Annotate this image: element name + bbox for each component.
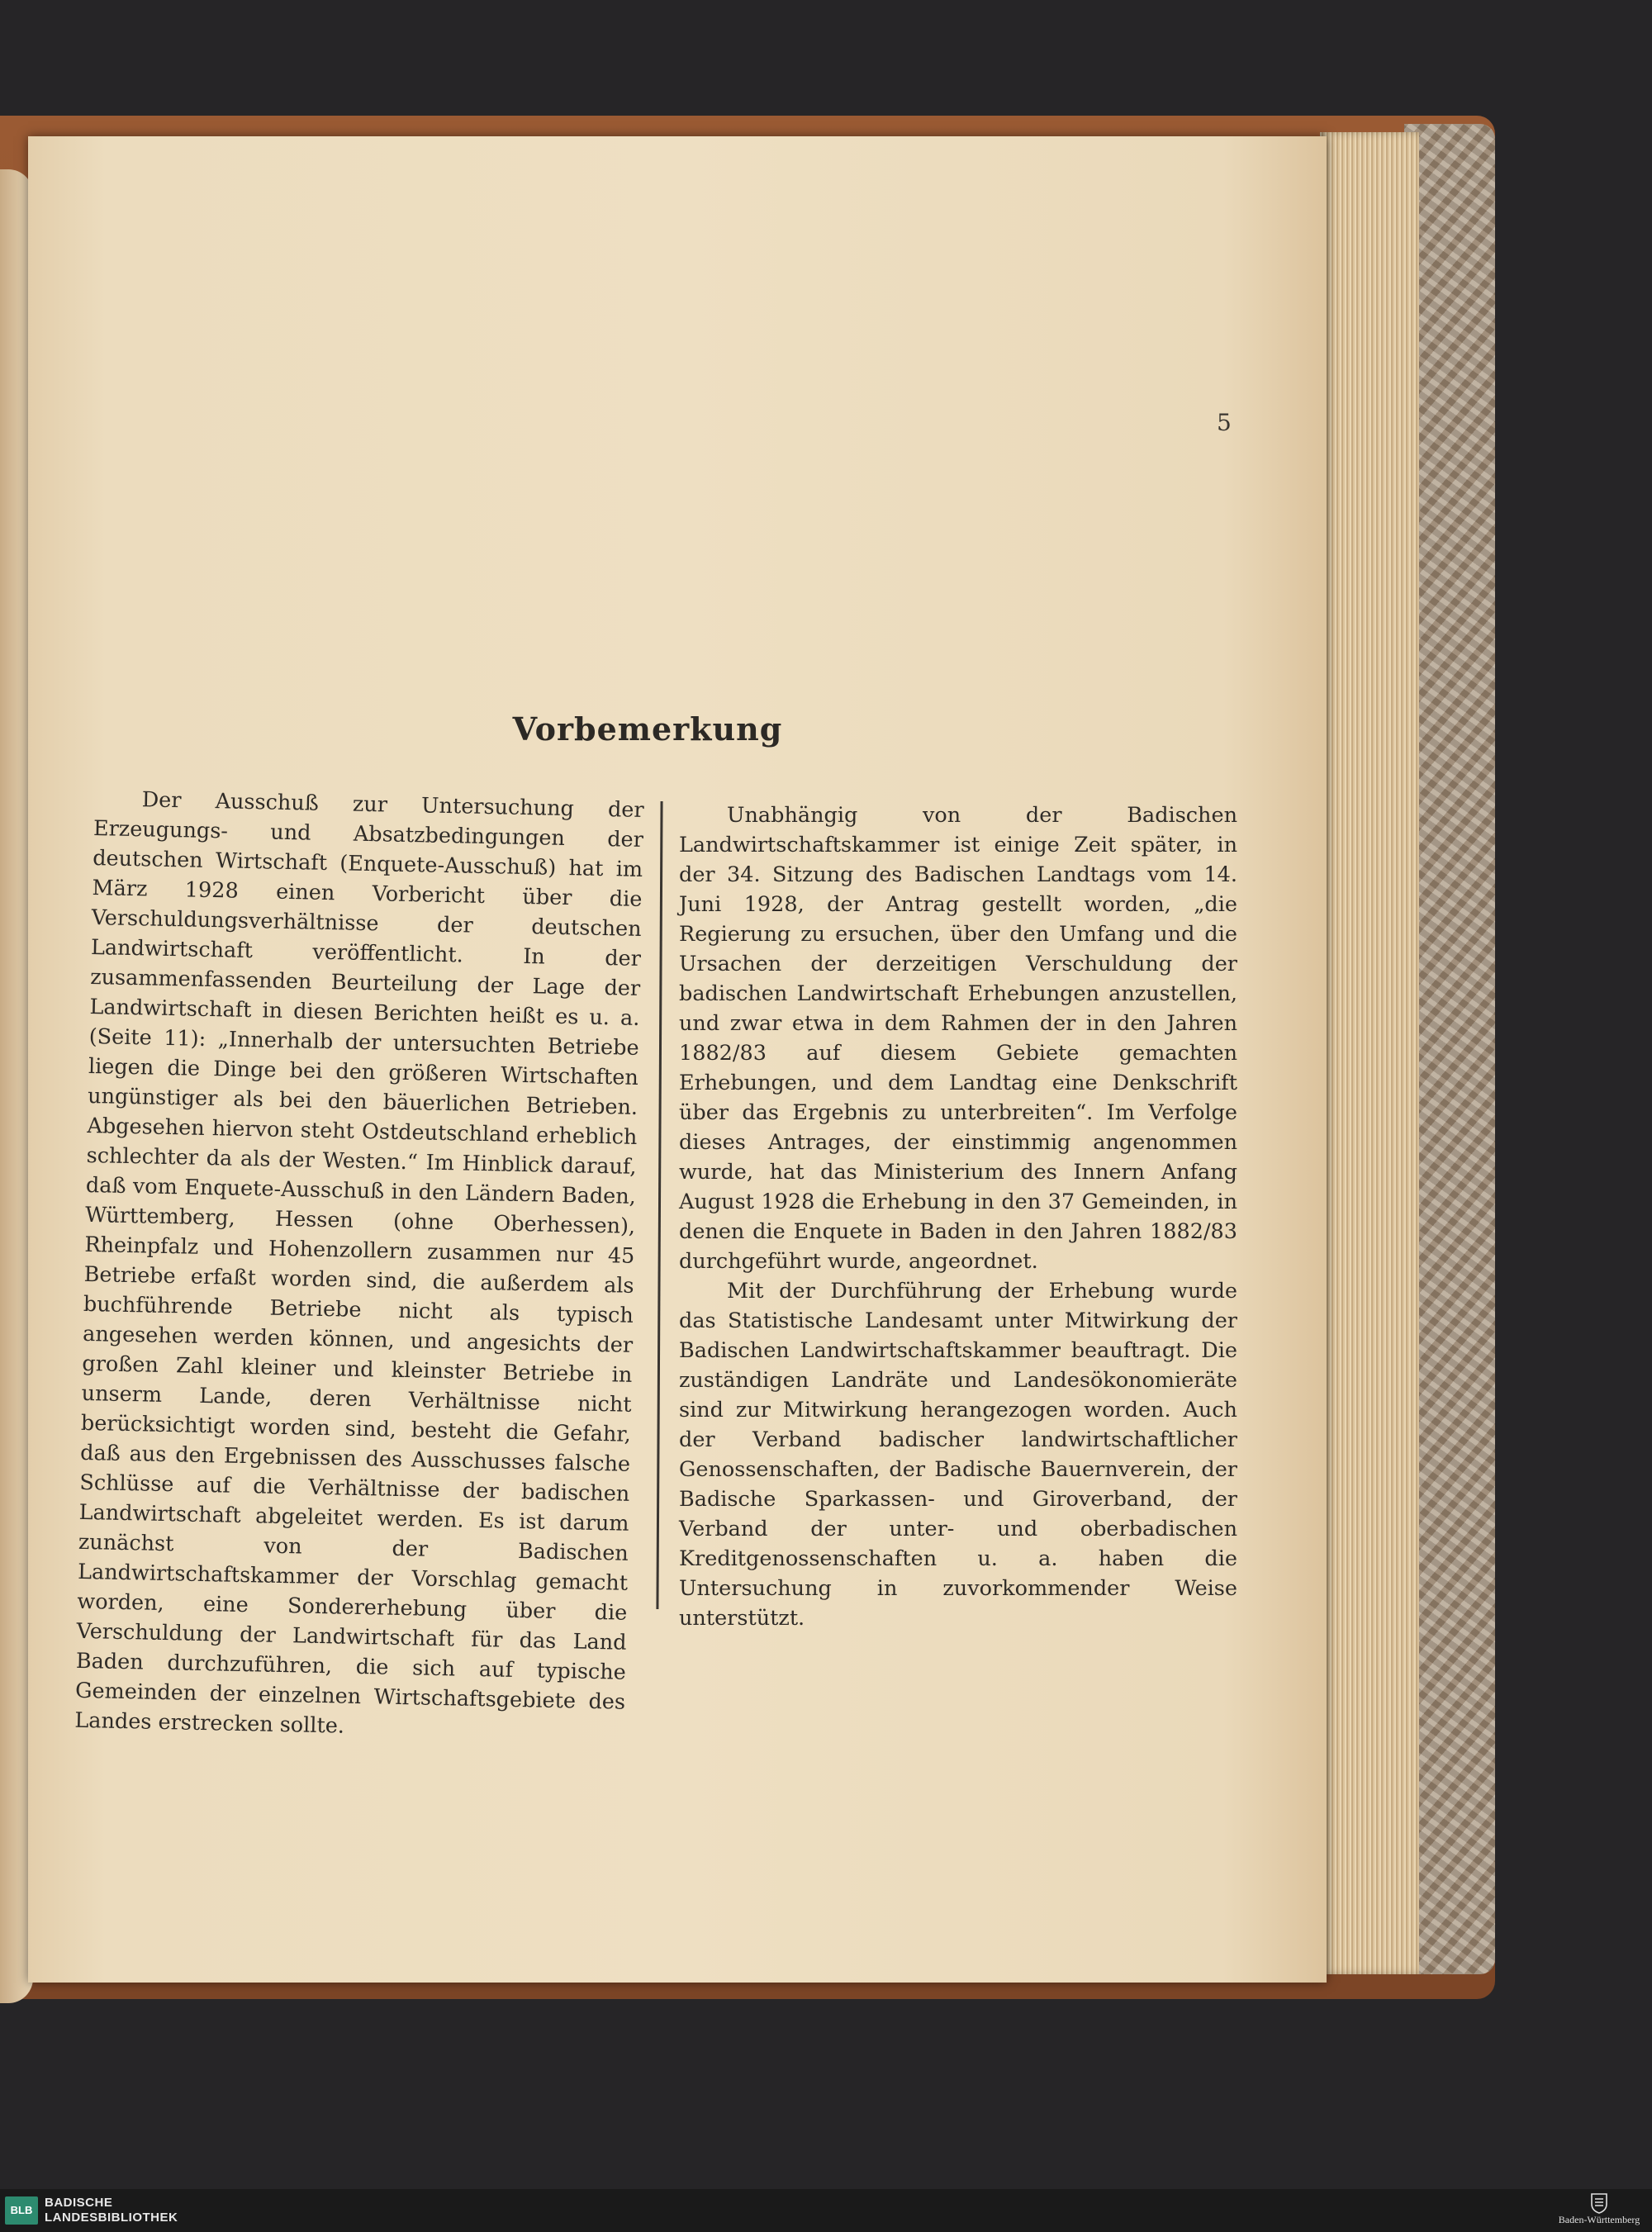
page-number: 5 <box>1217 409 1232 436</box>
page-heading: Vorbemerkung <box>512 710 783 748</box>
state-name: Baden-Württemberg <box>1558 2214 1640 2225</box>
book-page <box>28 136 1327 1983</box>
page-block-edge <box>1320 132 1419 1974</box>
right-paragraph-2: Mit der Durchführung der Erhebung wurde das Statistische Landesamt unter Mitwirkung der Badischen Landwirtschaftskammer beauftragt. Die zuständigen Landräte und Landesökonomieräte sind zur Mitwirkung herangezogen worden. Auch der Verband badischer landwirtschaftlicher Genossenschaften, der Badische Bauernverein, der Badische Sparkassen- und Giroverband, der Verband der unter- und oberbadischen Kreditgenossenschaften u. a. haben die Untersuchung in zuvorkommender Weise unterstützt. <box>679 1279 1237 1631</box>
left-paragraph-1: Der Ausschuß zur Untersuchung der Erzeugungs- und Absatzbedingungen der deutschen Wirtschaft (Enquete-Ausschuß) hat im März 1928 einen Vorbericht über die Verschuldungsverhältnisse der deutschen Landwirtschaft veröffentlicht. In der zusammenfassenden Beurteilung der Lage der Landwirtschaft in diesen Berichten heißt es u. a. (Seite 11): „Innerhalb der untersuchten Betriebe liegen die Dinge bei den größeren Wirtschaften ungünstiger als bei den bäuerlichen Betrieben. Abgesehen hiervon steht Ostdeutschland erheblich schlechter da als der Westen.“ Im Hinblick darauf, daß vom Enquete-Ausschuß in den Ländern Baden, Württemberg, Hessen (ohne Oberhessen), Rheinpfalz und Hohenzollern zusammen nur 45 Betriebe erfaßt worden sind, die außerdem als buchführende Betriebe nicht als typisch angesehen werden können, und angesichts der großen Zahl kleiner und kleinster Betriebe in unserm Lande, deren Verhältnisse nicht berücksichtigt worden sind, besteht die Gefahr, daß aus den Ergebnissen des Ausschusses falsche Schlüsse auf die Verhältnisse der badischen Landwirtschaft abgeleitet werden. Es ist darum zunächst von der Badischen Landwirtschaftskammer der Vorschlag gemacht worden, eine Sondererhebung über die Verschuldung der Landwirtschaft für das Land Baden durchzuführen, die sich auf typische Gemeinden der einzelnen Wirtschaftsgebiete des Landes erstrecken sollte. <box>74 787 644 1739</box>
crest-icon <box>1590 2192 1608 2214</box>
library-name-line1: BADISCHE <box>45 2196 113 2210</box>
column-divider <box>656 801 662 1609</box>
library-name <box>45 2196 178 2225</box>
baden-wuerttemberg-logo[interactable] <box>1550 2192 1648 2230</box>
right-paragraph-1: Unabhängig von der Badischen Landwirtschaftskammer ist einige Zeit später, in der 34. Sitzung des Badischen Landtags vom 14. Juni 1928, der Antrag gestellt worden, „die Regierung zu ersuchen, über den Umfang und die Ursachen der derzeitigen Verschuldung der badischen Landwirtschaft Erhebungen anzustellen, und zwar etwa in dem Rahmen der in den Jahren 1882/83 auf diesem Gebiete gemachten Erhebungen, und dem Landtag eine Denkschrift über das Ergebnis zu unterbreiten“. Im Verfolge dieses Antrages, der einstimmig angenommen wurde, hat das Ministerium des Innern Anfang August 1928 die Erhebung in den 37 Gemeinden, in denen die Enquete in Baden in den Jahren 1882/83 durchgeführt wurde, angeordnet. <box>679 803 1237 1274</box>
left-text-column <box>74 784 644 1747</box>
right-text-column <box>679 800 1237 1633</box>
library-name-line2: LANDESBIBLIOTHEK <box>45 2211 178 2225</box>
viewer-footer <box>0 2189 1652 2232</box>
blb-logo[interactable]: BLB <box>5 2196 38 2225</box>
